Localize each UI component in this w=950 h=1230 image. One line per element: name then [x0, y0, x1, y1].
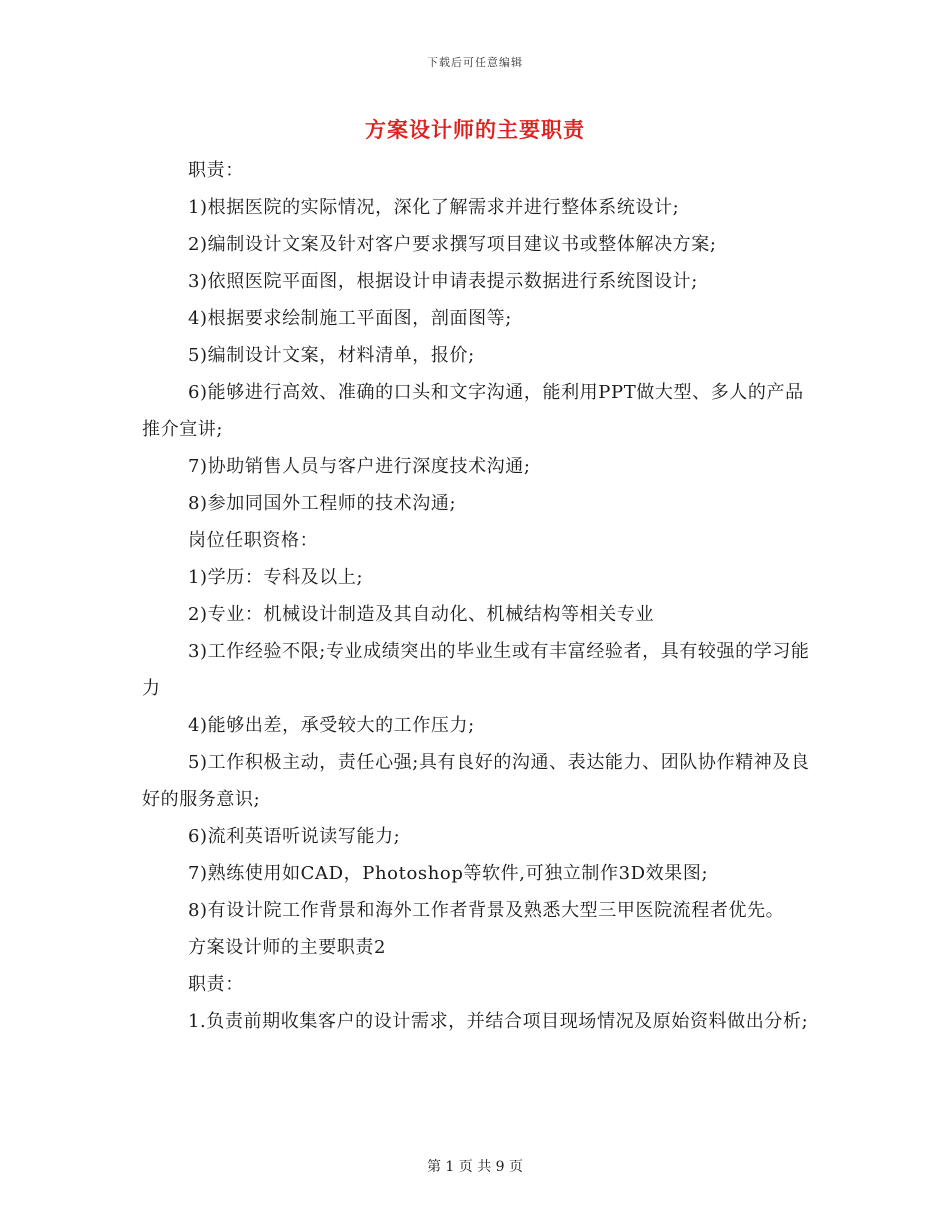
paragraph: 3)依照医院平面图，根据设计申请表提示数据进行系统图设计; — [188, 271, 698, 292]
paragraph: 4)根据要求绘制施工平面图，剖面图等; — [188, 308, 512, 329]
paragraph: 6)流利英语听说读写能力; — [188, 826, 401, 847]
paragraph: 7)熟练使用如CAD，Photoshop等软件,可独立制作3D效果图; — [188, 863, 709, 884]
paragraph: 职责： — [188, 974, 244, 995]
page-footer: 第 1 页 共 9 页 — [426, 1159, 524, 1175]
paragraph: 1.负责前期收集客户的设计需求，并结合项目现场情况及原始资料做出分析; — [188, 1011, 809, 1032]
paragraph: 8)有设计院工作背景和海外工作者背景及熟悉大型三甲医院流程者优先。 — [188, 900, 785, 921]
paragraph: 6)能够进行高效、准确的口头和文字沟通，能利用PPT做大型、多人的产品推介宣讲; — [142, 382, 804, 440]
paragraph: 2)专业：机械设计制造及其自动化、机械结构等相关专业 — [188, 604, 655, 625]
paragraph: 2)编制设计文案及针对客户要求撰写项目建议书或整体解决方案; — [188, 234, 717, 255]
paragraph: 3)工作经验不限;专业成绩突出的毕业生或有丰富经验者，具有较强的学习能力 — [142, 641, 810, 699]
paragraph: 7)协助销售人员与客户进行深度技术沟通; — [188, 456, 531, 477]
paragraph: 8)参加同国外工程师的技术沟通; — [188, 493, 457, 514]
paragraph: 岗位任职资格： — [188, 530, 319, 551]
paragraph: 4)能够出差，承受较大的工作压力; — [188, 715, 475, 736]
paragraph: 5)工作积极主动，责任心强;具有良好的沟通、表达能力、团队协作精神及良好的服务意识; — [142, 752, 810, 810]
document-body — [142, 152, 810, 1040]
paragraph: 职责： — [188, 160, 244, 181]
document-title: 方案设计师的主要职责 — [365, 117, 585, 142]
paragraph: 5)编制设计文案，材料清单，报价; — [188, 345, 475, 366]
header-note: 下载后可任意编辑 — [427, 56, 523, 69]
paragraph: 1)学历：专科及以上; — [188, 567, 364, 588]
paragraph: 方案设计师的主要职责2 — [188, 937, 387, 958]
paragraph: 1)根据医院的实际情况，深化了解需求并进行整体系统设计; — [188, 197, 680, 218]
